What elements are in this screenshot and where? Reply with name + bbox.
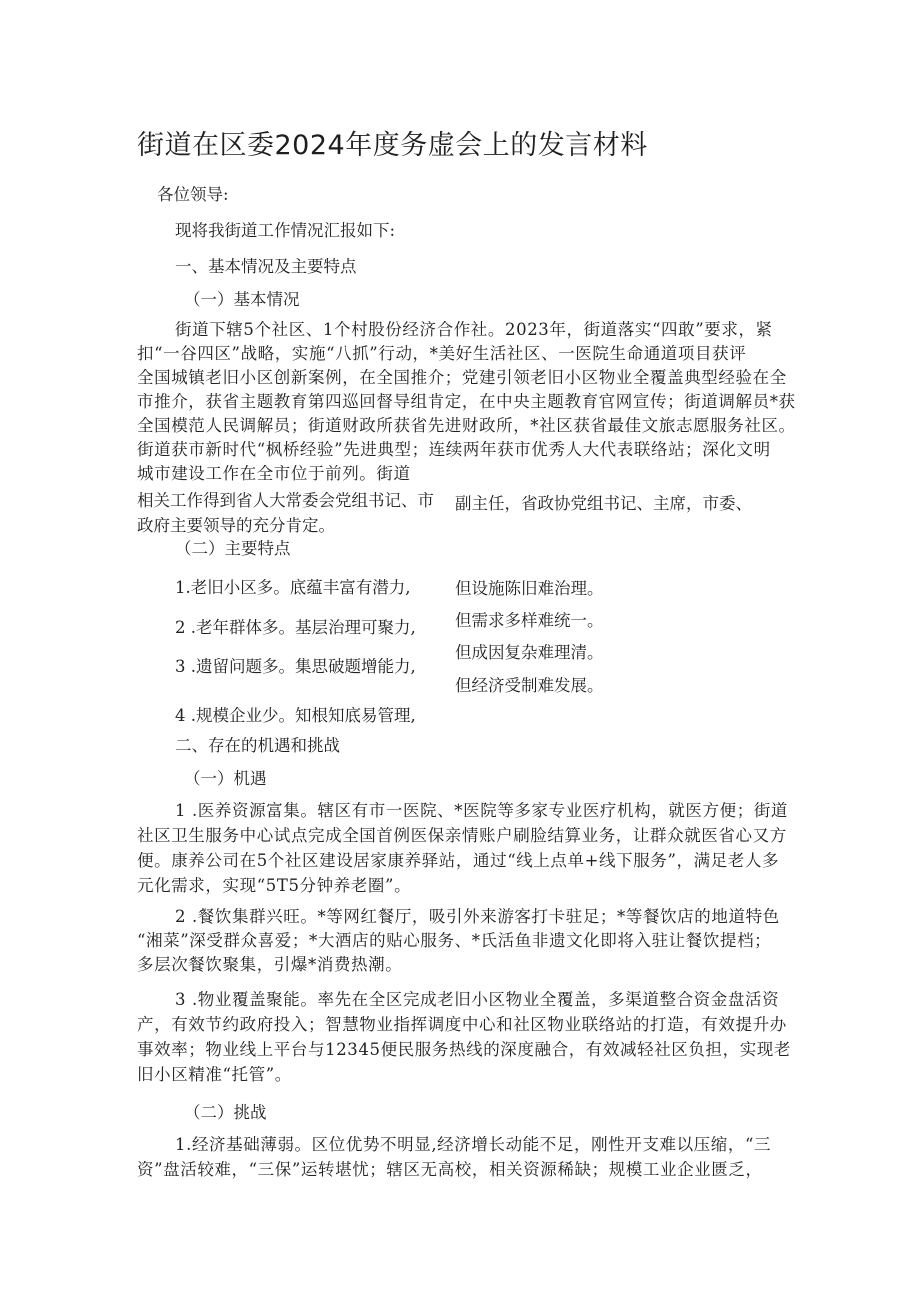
feature-item: 1.老旧小区多。底蕴丰富有潜力, (175, 578, 411, 597)
paragraph-line: 资”盘活较难，“三保”运转堪忧；辖区无高校，相关资源稀缺；规模工业企业匮乏， (137, 1160, 763, 1179)
paragraph-line: 便。康养公司在5个社区建设居家康养驿站，通过“线上点单+线下服务”，满足老人多 (137, 851, 780, 870)
section-2-sub-2: （二）挑战 (184, 1103, 267, 1122)
feature-contrast: 但设施陈旧难治理。 (455, 579, 604, 598)
feature-item: 4 .规模企业少。知根知底易管理, (175, 706, 416, 725)
paragraph-split-right: 副主任，省政协党组书记、主席，市委、 (455, 494, 752, 513)
paragraph-line: 事效率；物业线上平台与12345便民服务热线的深度融合，有效减轻社区负担，实现老 (137, 1040, 791, 1059)
document-title: 街道在区委2024年度务虚会上的发言材料 (137, 130, 648, 161)
paragraph-line: 2 .餐饮集群兴旺。*等网红餐厅，吸引外来游客打卡驻足；*等餐饮店的地道特色 (175, 907, 780, 926)
paragraph-line: 扣“一谷四区”战略，实施“八抓”行动，*美好生活社区、一医院生命通道项目获评 (137, 344, 747, 363)
paragraph-line: 1.经济基础薄弱。区位优势不明显,经济增长动能不足，刚性开支难以压缩，“三 (175, 1135, 772, 1154)
paragraph-line: 1 .医养资源富集。辖区有市一医院、*医院等多家专业医疗机构，就医方便；街道 (175, 801, 789, 820)
paragraph-line: 元化需求，实现“5T5分钟养老圈”。 (137, 876, 412, 895)
paragraph-line: 3 .物业覆盖聚能。率先在全区完成老旧小区物业全覆盖，多渠道整合资金盘活资 (175, 990, 780, 1009)
paragraph-line: 全国模范人民调解员；街道财政所获省先进财政所，*社区获省最佳文旅志愿服务社区。 (137, 416, 796, 435)
paragraph-line: 街道下辖5个社区、1个村股份经济合作社。2023年，街道落实“四敢”要求，紧 (175, 320, 773, 339)
paragraph-line: 城市建设工作在全市位于前列。街道 (137, 464, 411, 483)
section-1-sub-2: （二）主要特点 (175, 539, 291, 558)
section-1-sub-1: （一）基本情况 (184, 290, 300, 309)
paragraph-line: 政府主要领导的充分肯定。 (137, 516, 335, 535)
paragraph-line: 产，有效节约政府投入；智慧物业指挥调度中心和社区物业联络站的打造，有效提升办 (137, 1015, 787, 1034)
paragraph-line: 多层次餐饮聚集，引爆*消费热潮。 (137, 955, 403, 974)
feature-contrast: 但经济受制难发展。 (455, 676, 604, 695)
paragraph-line: 旧小区精准“托管”。 (137, 1065, 292, 1084)
intro-line: 现将我街道工作情况汇报如下: (175, 221, 396, 240)
section-1-heading: 一、基本情况及主要特点 (175, 257, 357, 276)
paragraph-split-left: 相关工作得到省人大常委会党组书记、市 (137, 491, 434, 510)
paragraph-line: 市推介，获省主题教育第四巡回督导组肯定，在中央主题教育官网宣传；街道调解员*获 (137, 392, 796, 411)
feature-item: 2 .老年群体多。基层治理可聚力, (175, 618, 416, 637)
section-2-heading: 二、存在的机遇和挑战 (175, 736, 340, 755)
section-2-sub-1: （一）机遇 (184, 769, 267, 788)
paragraph-line: 街道获市新时代“枫桥经验”先进典型；连续两年获市优秀人大代表联络站；深化文明 (137, 440, 771, 459)
paragraph-line: “湘菜”深受群众喜爱；*大酒店的贴心服务、*氏活鱼非遗文化即将入驻让餐饮提档； (137, 931, 772, 950)
paragraph-line: 社区卫生服务中心试点完成全国首例医保亲情账户刷脸结算业务，让群众就医省心又方 (137, 826, 787, 845)
feature-item: 3 .遗留问题多。集思破题增能力, (175, 657, 416, 676)
feature-contrast: 但需求多样难统一。 (455, 611, 604, 630)
paragraph-line: 全国城镇老旧小区创新案例，在全国推介；党建引领老旧小区物业全覆盖典型经验在全 (137, 368, 787, 387)
greeting: 各位领导: (157, 185, 229, 204)
feature-contrast: 但成因复杂难理清。 (455, 643, 604, 662)
